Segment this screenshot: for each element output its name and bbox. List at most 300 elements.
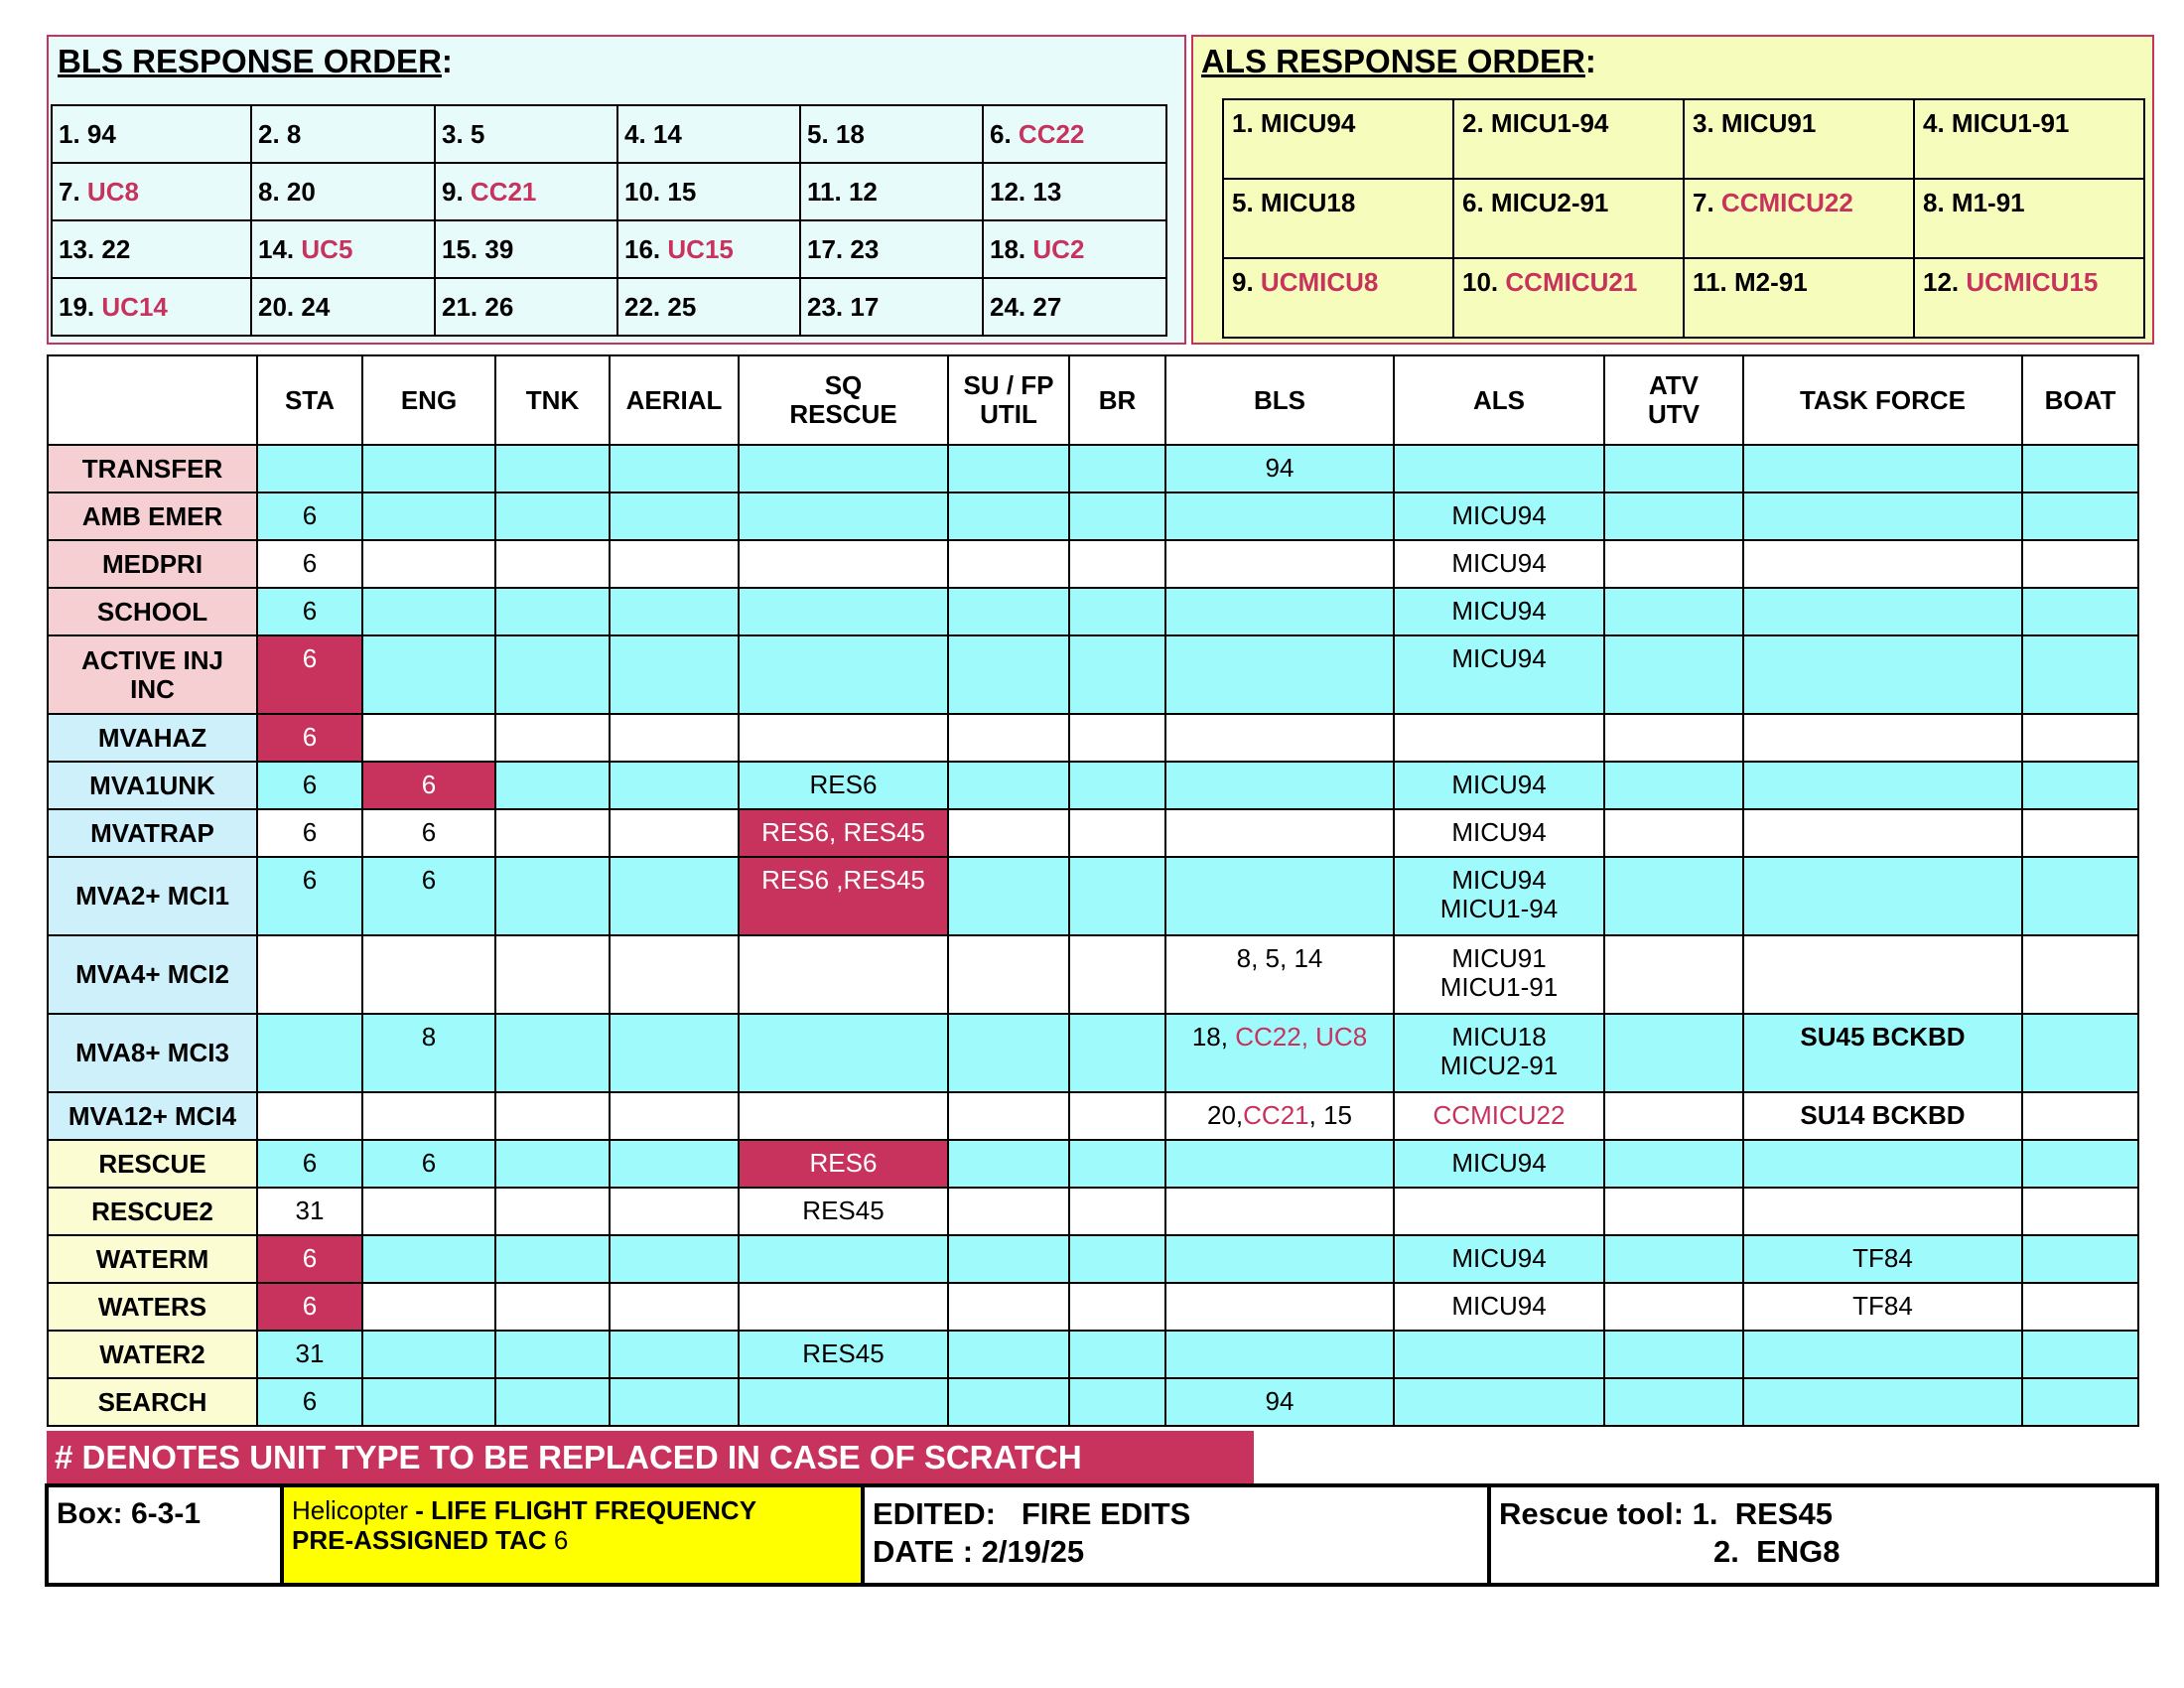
matrix-cell	[2022, 935, 2138, 1014]
matrix-cell: SU14 BCKBD	[1743, 1092, 2022, 1140]
edit-date: DATE : 2/19/25	[873, 1534, 1085, 1569]
matrix-cell	[1069, 935, 1165, 1014]
column-header: STA	[257, 355, 362, 445]
matrix-cell	[1069, 1188, 1165, 1235]
matrix-cell: 94	[1165, 1378, 1394, 1426]
als-order-cell	[1684, 258, 1914, 338]
bls-order-cell	[617, 278, 800, 336]
matrix-cell	[362, 1235, 495, 1283]
bls-order-cell	[800, 163, 983, 220]
matrix-cell	[1165, 492, 1394, 540]
matrix-cell	[2022, 1283, 2138, 1331]
unit-name: 20	[286, 176, 316, 207]
bls-order-cell	[435, 163, 617, 220]
unit-name: 94	[86, 118, 116, 149]
matrix-cell	[2022, 809, 2138, 857]
matrix-row	[48, 809, 2138, 857]
matrix-cell	[1394, 1378, 1604, 1426]
matrix-cell	[1604, 1092, 1743, 1140]
order-number: 14.	[258, 233, 295, 264]
matrix-cell	[362, 1092, 495, 1140]
als-order-cell	[1684, 99, 1914, 179]
matrix-cell	[495, 588, 610, 635]
order-number: 24.	[990, 291, 1026, 322]
matrix-cell	[1069, 1331, 1165, 1378]
bls-order-cell	[800, 278, 983, 336]
matrix-cell	[948, 1188, 1069, 1235]
unit-name: 14	[652, 118, 682, 149]
als-order-cell	[1223, 258, 1453, 338]
matrix-cell	[495, 935, 610, 1014]
matrix-cell	[610, 1283, 739, 1331]
matrix-row	[48, 1014, 2138, 1092]
unit-name: M1-91	[1951, 188, 2025, 217]
matrix-cell	[2022, 635, 2138, 714]
matrix-cell	[1604, 540, 1743, 588]
order-number: 2.	[258, 118, 280, 149]
order-number: 23.	[807, 291, 844, 322]
matrix-cell	[1604, 492, 1743, 540]
matrix-cell: 6	[257, 635, 362, 714]
matrix-cell: MICU94	[1394, 492, 1604, 540]
unit-name: 27	[1032, 291, 1062, 322]
matrix-cell	[1165, 540, 1394, 588]
matrix-cell: 6	[257, 588, 362, 635]
matrix-cell	[1604, 1378, 1743, 1426]
matrix-cell	[362, 714, 495, 762]
matrix-cell	[610, 809, 739, 857]
heli-label: Helicopter	[292, 1495, 409, 1525]
order-number: 4.	[624, 118, 646, 149]
matrix-cell	[1604, 935, 1743, 1014]
row-label: RESCUE	[48, 1140, 257, 1188]
matrix-cell: MICU91 MICU1-91	[1394, 935, 1604, 1014]
matrix-row	[48, 445, 2138, 492]
matrix-cell	[610, 445, 739, 492]
matrix-cell	[948, 1140, 1069, 1188]
matrix-cell	[1165, 762, 1394, 809]
order-number: 6.	[1462, 188, 1484, 217]
order-number: 8.	[258, 176, 280, 207]
bls-order-cell	[617, 220, 800, 278]
matrix-cell	[2022, 445, 2138, 492]
matrix-cell	[2022, 1331, 2138, 1378]
column-header: TASK FORCE	[1743, 355, 2022, 445]
column-header: BLS	[1165, 355, 1394, 445]
matrix-cell	[948, 1014, 1069, 1092]
matrix-cell	[1069, 1092, 1165, 1140]
bls-order-cell	[435, 278, 617, 336]
als-order-cell	[1453, 258, 1684, 338]
order-number: 17.	[807, 233, 844, 264]
bls-order-cell	[435, 105, 617, 163]
matrix-cell: RES45	[739, 1188, 948, 1235]
matrix-cell	[495, 1283, 610, 1331]
matrix-cell	[610, 635, 739, 714]
matrix-cell: SU45 BCKBD	[1743, 1014, 2022, 1092]
matrix-cell: 6	[257, 809, 362, 857]
unit-name: 12	[848, 176, 878, 207]
matrix-cell	[1069, 1378, 1165, 1426]
matrix-cell	[257, 1014, 362, 1092]
column-header: ENG	[362, 355, 495, 445]
matrix-cell: RES45	[739, 1331, 948, 1378]
matrix-cell	[495, 762, 610, 809]
matrix-cell	[948, 857, 1069, 935]
als-order-cell	[1914, 258, 2144, 338]
bls-order-cell	[435, 220, 617, 278]
bls-order-cell	[800, 105, 983, 163]
matrix-cell	[1604, 1235, 1743, 1283]
bls-order-cell	[617, 105, 800, 163]
bls-order-cell	[251, 278, 435, 336]
matrix-cell	[495, 1092, 610, 1140]
matrix-cell	[1604, 635, 1743, 714]
order-number: 5.	[1232, 188, 1254, 217]
matrix-cell	[610, 1331, 739, 1378]
matrix-cell	[362, 540, 495, 588]
unit-name: 18	[835, 118, 865, 149]
unit-name: 26	[484, 291, 514, 322]
matrix-cell	[739, 540, 948, 588]
unit-name: UCMICU15	[1966, 267, 2099, 297]
unit-name: 39	[484, 233, 514, 264]
matrix-cell	[1069, 588, 1165, 635]
matrix-cell: 6	[362, 809, 495, 857]
matrix-cell: RES6 ,RES45	[739, 857, 948, 935]
matrix-cell	[495, 1014, 610, 1092]
matrix-row	[48, 635, 2138, 714]
row-label: MVA1UNK	[48, 762, 257, 809]
bls-order-cell	[52, 278, 251, 336]
order-number: 7.	[59, 176, 80, 207]
matrix-cell	[1165, 1331, 1394, 1378]
matrix-cell: 8, 5, 14	[1165, 935, 1394, 1014]
order-number: 8.	[1923, 188, 1945, 217]
matrix-cell	[2022, 540, 2138, 588]
row-label: WATER2	[48, 1331, 257, 1378]
matrix-cell	[739, 1092, 948, 1140]
matrix-cell	[610, 540, 739, 588]
matrix-cell	[1165, 809, 1394, 857]
matrix-cell	[1743, 1188, 2022, 1235]
matrix-cell	[610, 762, 739, 809]
als-order-cell	[1914, 99, 2144, 179]
als-order-cell	[1223, 179, 1453, 258]
matrix-cell: MICU94 MICU1-94	[1394, 857, 1604, 935]
column-header: ALS	[1394, 355, 1604, 445]
column-header: AERIAL	[610, 355, 739, 445]
als-title: ALS RESPONSE ORDER	[1201, 43, 1585, 79]
unit-name: UC15	[667, 233, 734, 264]
matrix-cell	[1743, 635, 2022, 714]
matrix-cell: MICU94	[1394, 588, 1604, 635]
header-blank	[48, 355, 257, 445]
matrix-cell	[1743, 935, 2022, 1014]
matrix-cell	[1069, 809, 1165, 857]
matrix-cell	[2022, 1092, 2138, 1140]
matrix-cell	[1069, 635, 1165, 714]
matrix-cell	[610, 935, 739, 1014]
matrix-cell	[948, 492, 1069, 540]
matrix-cell	[948, 445, 1069, 492]
matrix-cell: 18, CC22, UC8	[1165, 1014, 1394, 1092]
matrix-cell	[2022, 1235, 2138, 1283]
row-label: WATERS	[48, 1283, 257, 1331]
matrix-header-row	[48, 355, 2138, 445]
matrix-cell: 6	[257, 762, 362, 809]
als-order-cell	[1914, 179, 2144, 258]
order-number: 10.	[624, 176, 661, 207]
als-order-row	[1223, 99, 2144, 179]
tac-label: PRE-ASSIGNED TAC	[292, 1525, 547, 1555]
matrix-cell	[948, 714, 1069, 762]
matrix-cell	[1069, 1283, 1165, 1331]
matrix-cell	[1604, 762, 1743, 809]
matrix-cell	[257, 1092, 362, 1140]
order-number: 4.	[1923, 108, 1945, 138]
row-label: MVAHAZ	[48, 714, 257, 762]
matrix-cell	[1604, 857, 1743, 935]
unit-name: MICU2-91	[1490, 188, 1609, 217]
column-header: SQ RESCUE	[739, 355, 948, 445]
column-header: SU / FP UTIL	[948, 355, 1069, 445]
matrix-cell: MICU94	[1394, 635, 1604, 714]
bls-order-row	[52, 163, 1166, 220]
matrix-row	[48, 762, 2138, 809]
unit-name: CCMICU21	[1505, 267, 1638, 297]
row-label: MVATRAP	[48, 809, 257, 857]
matrix-cell	[495, 1378, 610, 1426]
order-number: 3.	[442, 118, 464, 149]
matrix-cell	[610, 492, 739, 540]
als-order-row	[1223, 258, 2144, 338]
order-number: 13.	[59, 233, 95, 264]
matrix-cell: RES6	[739, 1140, 948, 1188]
matrix-cell	[2022, 714, 2138, 762]
bls-order-cell	[52, 163, 251, 220]
order-number: 7.	[1693, 188, 1714, 217]
matrix-cell: MICU94	[1394, 1140, 1604, 1188]
order-number: 16.	[624, 233, 661, 264]
matrix-cell	[2022, 1188, 2138, 1235]
matrix-cell	[495, 1140, 610, 1188]
matrix-cell	[1069, 857, 1165, 935]
matrix-cell	[948, 1331, 1069, 1378]
matrix-cell	[2022, 1014, 2138, 1092]
matrix-cell	[1069, 445, 1165, 492]
matrix-row	[48, 935, 2138, 1014]
matrix-row	[48, 1188, 2138, 1235]
matrix-cell	[1165, 714, 1394, 762]
edited-by: EDITED: FIRE EDITS	[873, 1496, 1191, 1531]
matrix-cell	[739, 635, 948, 714]
matrix-cell	[1165, 1188, 1394, 1235]
order-number: 1.	[1232, 108, 1254, 138]
matrix-cell	[1743, 762, 2022, 809]
matrix-cell	[1604, 588, 1743, 635]
order-number: 20.	[258, 291, 295, 322]
order-number: 10.	[1462, 267, 1499, 297]
matrix-cell	[2022, 492, 2138, 540]
matrix-cell	[739, 445, 948, 492]
unit-name: 25	[667, 291, 697, 322]
unit-name: M2-91	[1733, 267, 1808, 297]
matrix-cell: 6	[257, 714, 362, 762]
matrix-cell	[948, 540, 1069, 588]
matrix-row	[48, 1378, 2138, 1426]
order-number: 15.	[442, 233, 478, 264]
matrix-cell	[1743, 588, 2022, 635]
matrix-cell: 31	[257, 1188, 362, 1235]
matrix-cell	[1165, 635, 1394, 714]
matrix-cell	[495, 445, 610, 492]
matrix-cell	[362, 588, 495, 635]
edit-info	[865, 1487, 1491, 1583]
matrix-cell	[739, 1014, 948, 1092]
unit-name: MICU18	[1260, 188, 1356, 217]
matrix-cell: MICU94	[1394, 1235, 1604, 1283]
matrix-cell	[1069, 1235, 1165, 1283]
matrix-cell	[1743, 445, 2022, 492]
unit-name: 24	[301, 291, 331, 322]
matrix-cell	[1165, 1235, 1394, 1283]
row-label: WATERM	[48, 1235, 257, 1283]
matrix-row	[48, 1235, 2138, 1283]
matrix-cell	[610, 1140, 739, 1188]
unit-name: UC8	[86, 176, 139, 207]
bls-response-order-panel: BLS RESPONSE ORDER: 1. 94 2. 8 3. 5 4. 14 5. 18 6. CC22 7. UC8 8. 20 9. CC21 10. 15 11. 12 12. 13 13. 22 14. UC5 15. 39 16. UC15 17. 23 18. UC2 19. UC14 20. 24 21. 26 22. 25 23. 17 24. 27	[47, 35, 1186, 345]
matrix-cell: 94	[1165, 445, 1394, 492]
matrix-cell	[948, 1378, 1069, 1426]
matrix-cell	[495, 809, 610, 857]
matrix-cell	[495, 857, 610, 935]
column-header: BOAT	[2022, 355, 2138, 445]
als-response-order-panel: ALS RESPONSE ORDER: 1. MICU94 2. MICU1-94 3. MICU91 4. MICU1-91 5. MICU18 6. MICU2-91 7. CCMICU22 8. M1-91 9. UCMICU8 10. CCMICU21 11. M2-91 12. UCMICU15	[1191, 35, 2154, 345]
unit-name: UC2	[1032, 233, 1085, 264]
unit-name: CC22	[1018, 118, 1085, 149]
bls-order-cell	[251, 220, 435, 278]
rescue-tool-2: 2. ENG8	[1713, 1534, 1841, 1569]
order-number: 3.	[1693, 108, 1714, 138]
matrix-cell	[257, 445, 362, 492]
matrix-cell: MICU18 MICU2-91	[1394, 1014, 1604, 1092]
scratch-note: # DENOTES UNIT TYPE TO BE REPLACED IN CASE OF SCRATCH	[47, 1431, 1254, 1483]
bls-order-cell	[52, 220, 251, 278]
als-order-table	[1222, 98, 2145, 339]
bls-order-row	[52, 105, 1166, 163]
matrix-cell: TF84	[1743, 1283, 2022, 1331]
matrix-cell	[2022, 1140, 2138, 1188]
order-number: 11.	[807, 176, 842, 207]
matrix-cell	[257, 935, 362, 1014]
matrix-cell	[1743, 714, 2022, 762]
matrix-cell	[2022, 588, 2138, 635]
matrix-cell	[1604, 1140, 1743, 1188]
unit-name: 8	[286, 118, 302, 149]
order-number: 22.	[624, 291, 661, 322]
matrix-cell	[610, 1378, 739, 1426]
matrix-cell: MICU94	[1394, 809, 1604, 857]
matrix-cell	[1743, 809, 2022, 857]
matrix-cell	[1743, 540, 2022, 588]
matrix-cell	[1069, 714, 1165, 762]
order-number: 9.	[1232, 267, 1254, 297]
matrix-cell: TF84	[1743, 1235, 2022, 1283]
als-order-cell	[1453, 179, 1684, 258]
matrix-cell	[362, 635, 495, 714]
matrix-cell	[495, 1235, 610, 1283]
matrix-cell	[495, 492, 610, 540]
matrix-cell	[495, 1331, 610, 1378]
matrix-cell: 6	[257, 1283, 362, 1331]
row-label: MVA2+ MCI1	[48, 857, 257, 935]
matrix-cell	[610, 1235, 739, 1283]
matrix-row	[48, 588, 2138, 635]
matrix-cell: 6	[257, 1140, 362, 1188]
unit-name: MICU1-91	[1951, 108, 2070, 138]
bls-order-row	[52, 278, 1166, 336]
order-number: 2.	[1462, 108, 1484, 138]
matrix-row	[48, 1092, 2138, 1140]
matrix-cell	[739, 492, 948, 540]
unit-name: MICU94	[1260, 108, 1356, 138]
order-number: 5.	[807, 118, 829, 149]
matrix-cell: RES6, RES45	[739, 809, 948, 857]
matrix-cell: 8	[362, 1014, 495, 1092]
matrix-cell	[948, 1283, 1069, 1331]
matrix-row	[48, 1331, 2138, 1378]
matrix-cell	[362, 445, 495, 492]
matrix-row	[48, 1140, 2138, 1188]
unit-name: 15	[667, 176, 697, 207]
matrix-row	[48, 857, 2138, 935]
order-number: 18.	[990, 233, 1026, 264]
matrix-cell: 6	[257, 1235, 362, 1283]
matrix-cell: 20,CC21, 15	[1165, 1092, 1394, 1140]
bls-order-cell	[983, 278, 1166, 336]
unit-name: 13	[1032, 176, 1062, 207]
row-label: TRANSFER	[48, 445, 257, 492]
matrix-cell	[362, 1188, 495, 1235]
matrix-cell	[1604, 1188, 1743, 1235]
row-label: SEARCH	[48, 1378, 257, 1426]
order-number: 21.	[442, 291, 478, 322]
matrix-cell	[1165, 588, 1394, 635]
matrix-cell	[1604, 714, 1743, 762]
matrix-cell	[1743, 857, 2022, 935]
matrix-cell	[495, 1188, 610, 1235]
order-number: 9.	[442, 176, 464, 207]
order-number: 6.	[990, 118, 1012, 149]
unit-name: CC21	[470, 176, 537, 207]
footer-box	[45, 1483, 2159, 1587]
matrix-cell	[1604, 809, 1743, 857]
response-matrix	[47, 354, 2139, 1427]
matrix-cell	[1394, 445, 1604, 492]
matrix-cell	[610, 588, 739, 635]
matrix-cell	[610, 1014, 739, 1092]
matrix-cell	[610, 1188, 739, 1235]
order-number: 19.	[59, 291, 95, 322]
matrix-cell: 6	[362, 1140, 495, 1188]
box-number: Box: 6-3-1	[49, 1487, 284, 1583]
row-label: MVA8+ MCI3	[48, 1014, 257, 1092]
bls-order-cell	[800, 220, 983, 278]
als-order-cell	[1223, 99, 1453, 179]
matrix-cell	[948, 935, 1069, 1014]
matrix-cell	[948, 635, 1069, 714]
